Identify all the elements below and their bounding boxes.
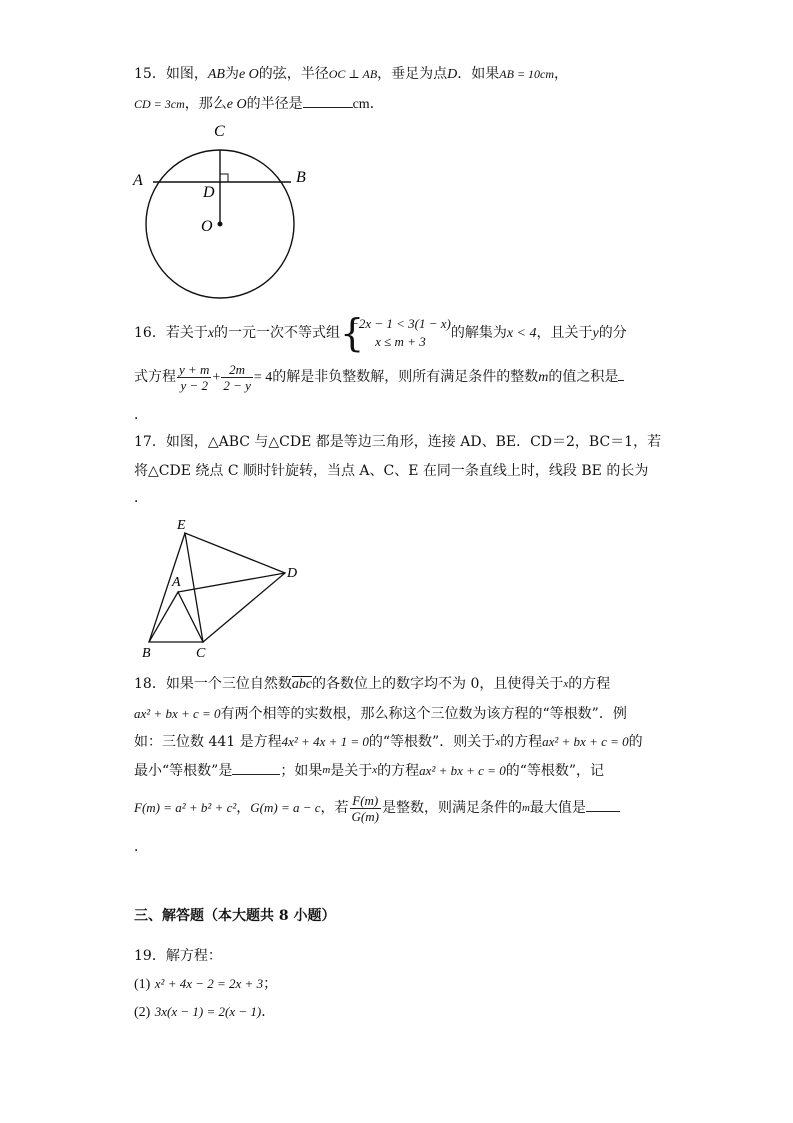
- label-e: E: [177, 518, 186, 533]
- label-c: C: [214, 123, 225, 140]
- q19-part1: (1) x² + 4x − 2 = 2x + 3；: [134, 976, 278, 992]
- q16-fraction-1: $\frac{y + m}{y - 2}$: [179, 361, 210, 393]
- q17-line1: 17．如图，△ABC 与△CDE 都是等边三角形，连接 AD、BE．CD＝2，BC＝1，若: [134, 434, 662, 450]
- center-point-o: [218, 222, 223, 227]
- label-b: B: [296, 169, 306, 186]
- q17-triangles-figure: [134, 512, 309, 662]
- q18-answer-blank-2: [586, 797, 620, 812]
- label-d: D: [203, 184, 215, 201]
- q16-number: 16．: [134, 325, 166, 341]
- q16-end: ．: [134, 407, 148, 423]
- label-a: A: [172, 575, 181, 590]
- q18-line3: 如：三位数 441 是方程4x² + 4x + 1 = 0的“等根数”．则关于$^x$的方程ax² + bx + c = 0的: [134, 734, 643, 750]
- q18-line5: F(m) = a² + b² + c²，G(m) = a − c，若 $\frac{F(m)}{G(m)}$ 是整数，则满足条件的$^m$最大值是: [134, 790, 620, 826]
- q19-title: 19．解方程：: [134, 948, 222, 964]
- q16-line1: 16．若关于x的一元一次不等式组 { −2x − 1 < 3(1 − x) x ≤ m + 3 的解集为x < 4，且关于y的分: [134, 311, 627, 355]
- q18-answer-blank-1: [232, 760, 280, 775]
- q19-part2: (2) 3x(x − 1) = 2(x − 1)．: [134, 1004, 276, 1020]
- q18-end: ．: [134, 839, 148, 855]
- q19-number: 19．: [134, 948, 166, 964]
- label-c: C: [196, 646, 206, 661]
- q15-line2: CD = 3cm，那么e O的半径是 cm．: [134, 93, 384, 115]
- label-o: O: [201, 218, 213, 235]
- q16-line2: 式方程 $\frac{y + m}{y - 2}$ + $\frac{2m}{2 - y}$ = 4的解是非负整数解，则所有满足条件的整数m的值之积是: [134, 360, 624, 395]
- q17-line2: 将△CDE 绕点 C 顺时针旋转，当点 A、C、E 在同一条直线上时，线段 BE 的长为: [134, 463, 649, 479]
- label-b: B: [142, 646, 151, 661]
- q15-circle-figure: [128, 118, 308, 300]
- q15-line1: 15．如图，AB为e O的弦，半径OC ⊥ AB，垂足为点D．如果AB = 10cm，: [134, 66, 569, 82]
- q16-answer-blank: [618, 366, 624, 381]
- q17-end: ．: [134, 490, 148, 506]
- q18-line2: ax² + bx + c = 0有两个相等的实数根，那么称这个三位数为该方程的“等根数”．例: [134, 706, 627, 722]
- right-angle-mark: [220, 174, 228, 182]
- segment-ad: [178, 573, 285, 592]
- section-title: 三、解答题（本大题共 8 小题）: [134, 908, 336, 924]
- q18-line1: 18．如果一个三位自然数$\overline{abc}$的各数位上的数字均不为 0，且使得关于$^x$的方程: [134, 676, 611, 692]
- q15-answer-blank: [303, 93, 353, 108]
- q18-number: 18．: [134, 676, 166, 692]
- q18-fraction: $\frac{F(m)}{G(m)}$: [351, 792, 379, 824]
- q17-number: 17．: [134, 434, 166, 450]
- label-a: A: [133, 172, 143, 189]
- q18-line4: 最小“等根数”是 ；如果$^m$是关于$^x$的方程ax² + bx + c = 0的“等根数”，记: [134, 760, 604, 781]
- label-d: D: [287, 566, 298, 581]
- q15-number: 15．: [134, 66, 166, 82]
- q16-fraction-2: $\frac{2m}{2 - y}$: [223, 361, 251, 393]
- q16-inequality-system: { −2x − 1 < 3(1 − x) x ≤ m + 3: [340, 311, 451, 355]
